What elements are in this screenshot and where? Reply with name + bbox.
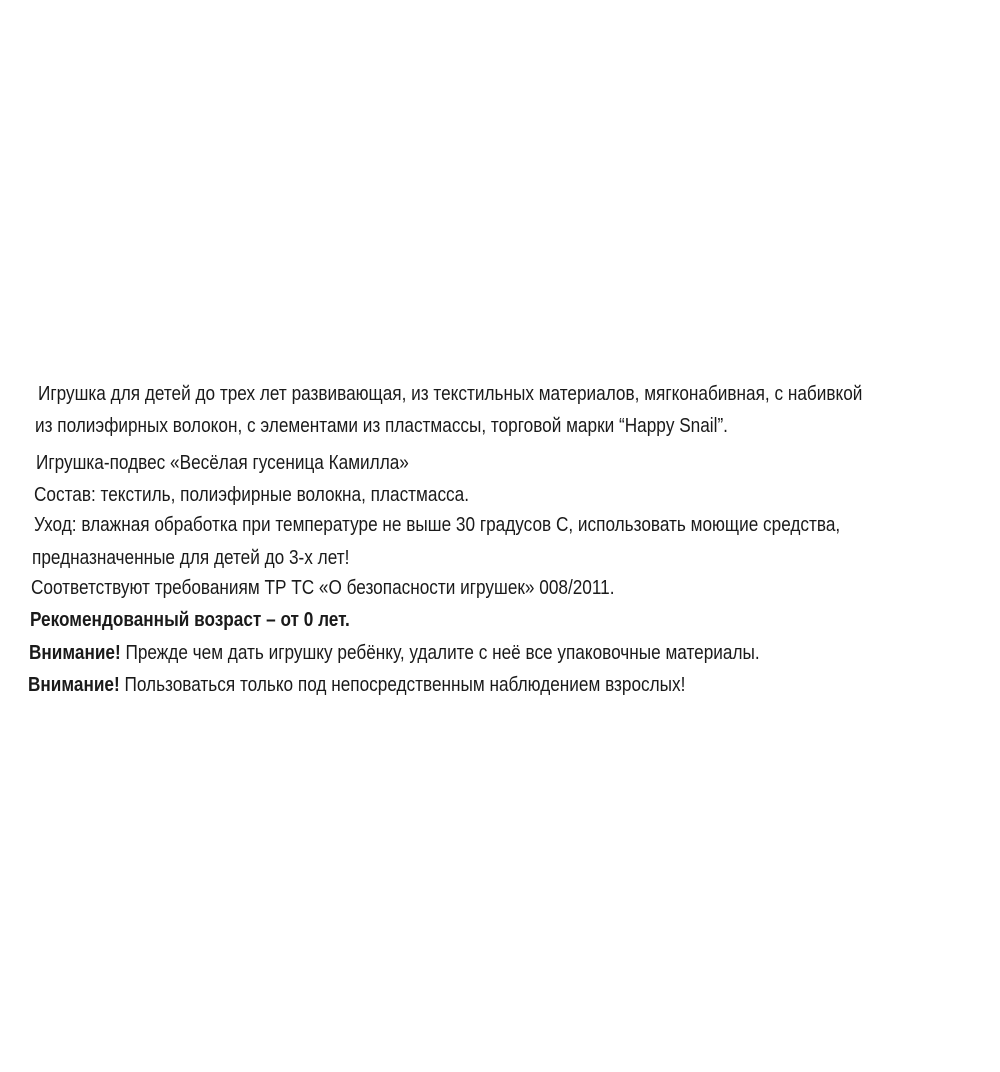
composition-line: Состав: текстиль, полиэфирные волокна, пластмасса. [34,484,469,506]
warning-supervision [28,672,685,698]
care-line-2: предназначенные для детей до 3-х лет! [32,547,350,569]
care-line-1: Уход: влажная обработка при температуре не выше 30 градусов С, использовать моющие средства, [34,514,841,536]
description-line-1: Игрушка для детей до трех лет развивающая, из текстильных материалов, мягконабивная, с набивкой [38,383,863,405]
warning-label: Внимание! [28,674,120,696]
warning-text: Пользоваться только под непосредственным наблюдением взрослых! [119,674,686,696]
warning-text: Прежде чем дать игрушку ребёнку, удалите с неё все упаковочные материалы. [120,642,760,664]
description-line-2: из полиэфирных волокон, с элементами из пластмассы, торговой марки “Happy Snail”. [35,415,728,437]
warning-packaging [29,640,760,666]
age-recommendation: Рекомендованный возраст – от 0 лет. [30,609,350,631]
warning-label: Внимание! [29,642,121,664]
compliance-line: Соответствуют требованиям ТР ТС «О безопасности игрушек» 008/2011. [31,577,615,599]
product-name-line: Игрушка-подвес «Весёлая гусеница Камилла» [36,452,409,474]
